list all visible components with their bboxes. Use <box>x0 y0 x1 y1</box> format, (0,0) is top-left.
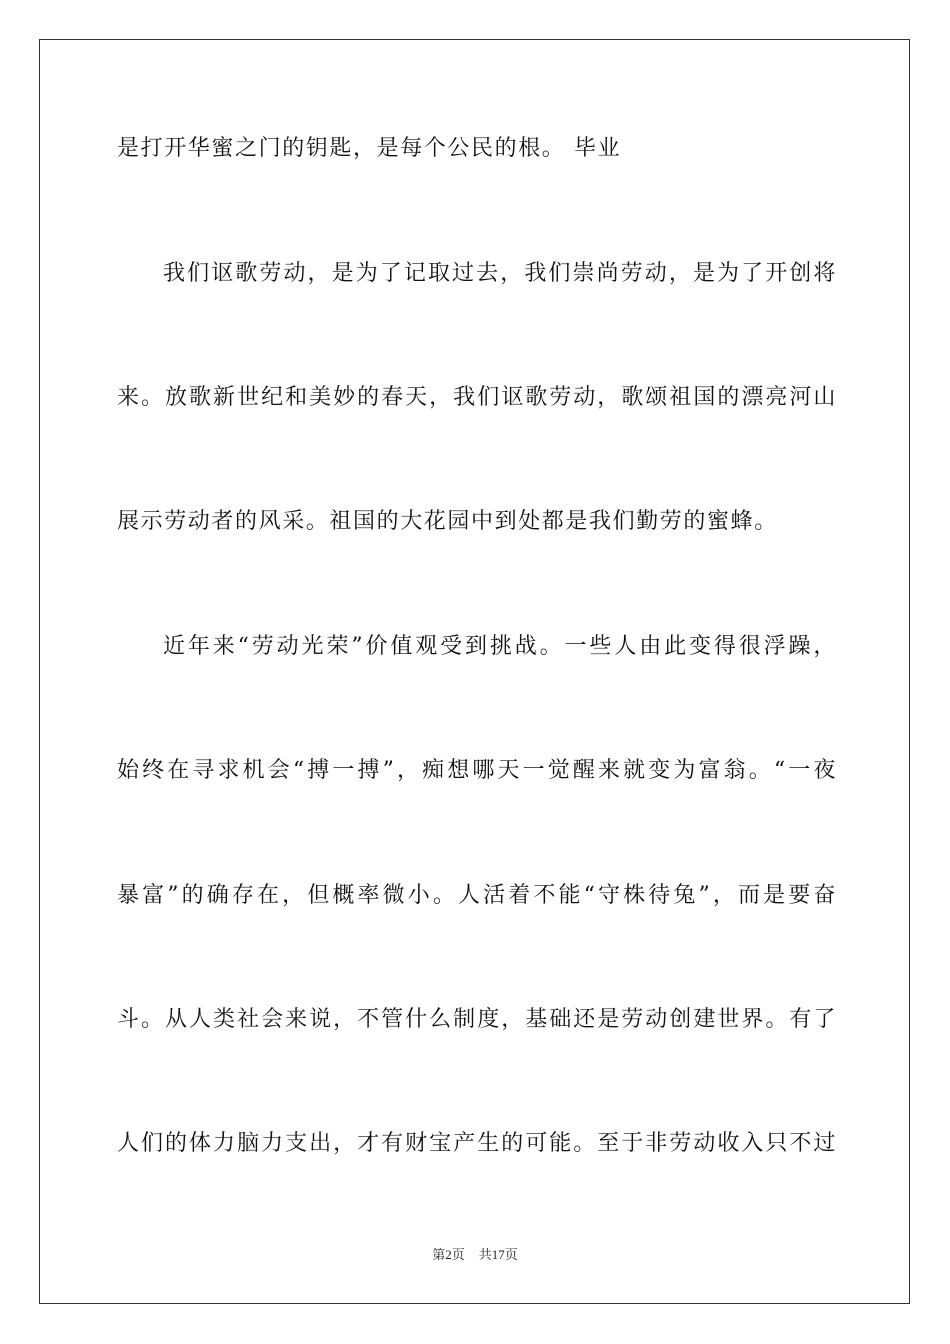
text-line-2: 我们讴歌劳动，是为了记取过去，我们崇尚劳动，是为了开创将 <box>163 261 837 286</box>
page-number: 第2页 <box>432 1247 465 1262</box>
page-footer <box>0 1247 950 1263</box>
text-line-5: 近年来“劳动光荣”价值观受到挑战。一些人由此变得很浮躁， <box>163 634 837 659</box>
text-line-8: 斗。从人类社会来说，不管什么制度，基础还是劳动创建世界。有了 <box>117 1007 837 1032</box>
text-line-1: 是打开华蜜之门的钥匙，是每个公民的根。 毕业 <box>117 136 622 161</box>
text-line-4: 展示劳动者的风采。祖国的大花园中到处都是我们勤劳的蜜蜂。 <box>117 509 778 534</box>
text-line-3: 来。放歌新世纪和美妙的春天，我们讴歌劳动，歌颂祖国的漂亮河山 <box>117 385 837 410</box>
text-line-7: 暴富”的确存在，但概率微小。人活着不能“守株待兔”，而是要奋 <box>117 883 837 908</box>
page-border <box>39 39 910 1304</box>
total-pages: 共17页 <box>478 1247 518 1262</box>
text-line-9: 人们的体力脑力支出，才有财宝产生的可能。至于非劳动收入只不过 <box>117 1131 837 1156</box>
text-line-6: 始终在寻求机会“搏一搏”，痴想哪天一觉醒来就变为富翁。“一夜 <box>117 758 837 783</box>
